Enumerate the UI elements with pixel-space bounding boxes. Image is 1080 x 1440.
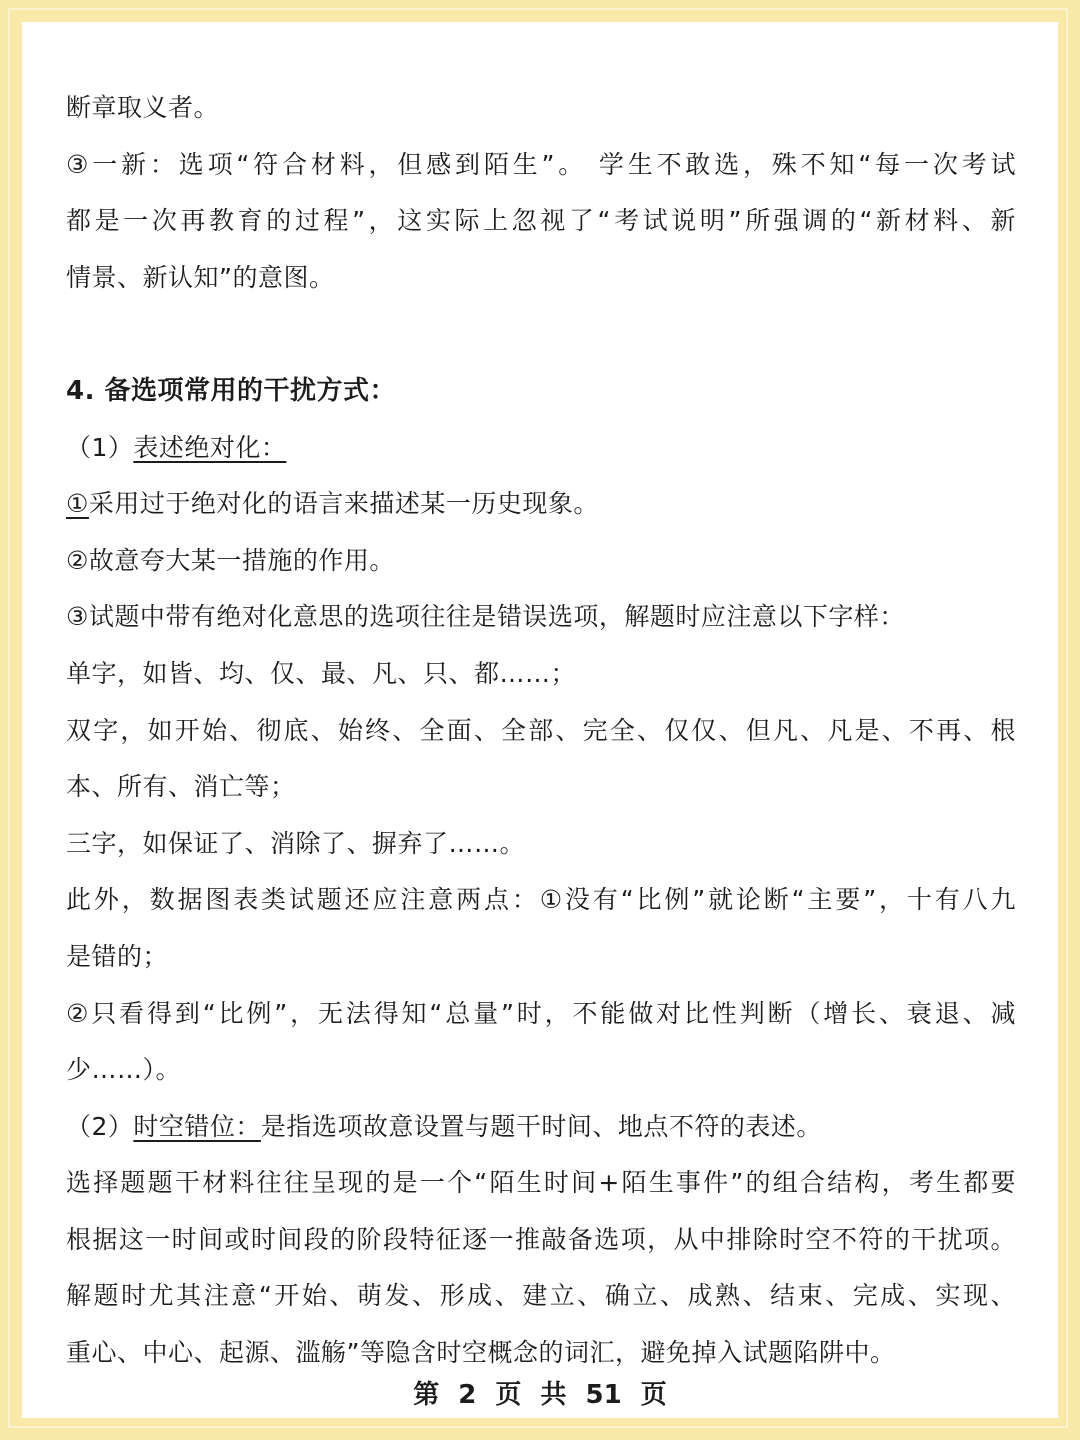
- text-line: 是错的；: [66, 941, 169, 971]
- text-line: ②故意夸大某一措施的作用。: [66, 545, 395, 575]
- text-line: 解题时尤其注意“开始、萌发、形成、建立、确立、成熟、结束、完成、实现、: [66, 1281, 1016, 1311]
- subsection-label: 时空错位：: [133, 1111, 261, 1141]
- text-line: 断章取义者。: [66, 93, 220, 122]
- text-line: ③一新：选项“符合材料，但感到陌生”。 学生不敢选，殊不知“每一次考试: [66, 149, 1016, 179]
- text-line: ②只看得到“比例”，无法得知“总量”时，不能做对比性判断（增长、衰退、减: [66, 998, 1016, 1028]
- paragraph-gap: [66, 306, 1016, 363]
- list-marker: ①: [66, 489, 89, 519]
- section-heading: 4. 备选项常用的干扰方式：: [66, 375, 397, 406]
- text-line: 本、所有、消亡等；: [66, 772, 296, 802]
- text-line: 此外，数据图表类试题还应注意两点：①没有“比例”就论断“主要”，十有八九: [66, 885, 1016, 915]
- subsection-number: （2）: [66, 1111, 134, 1141]
- text-line: 重心、中心、起源、滥觞”等隐含时空概念的词汇，避免掉入试题陷阱中。: [66, 1338, 896, 1368]
- document-body: [66, 80, 1016, 1382]
- text-line: 情景、新认知”的意图。: [66, 262, 335, 292]
- text-line: 三字，如保证了、消除了、摒弃了……。: [66, 828, 526, 858]
- list-text: 采用过于绝对化的语言来描述某一历史现象。: [88, 489, 599, 519]
- text-line: 根据这一时间或时间段的阶段特征逐一推敲备选项，从中排除时空不符的干扰项。: [66, 1224, 1016, 1254]
- subsection-number: （1）: [66, 432, 134, 462]
- subsection-label: 表述绝对化：: [133, 432, 287, 462]
- text-line: [66, 476, 1016, 533]
- text-line: 少……）。: [66, 1055, 182, 1085]
- text-line: 都是一次再教育的过程”，这实际上忽视了“考试说明”所强调的“新材料、新: [66, 206, 1016, 236]
- text-line: ③试题中带有绝对化意思的选项往往是错误选项，解题时应注意以下字样：: [66, 602, 905, 632]
- subsection-title-2: [66, 1099, 1016, 1156]
- document-page: [22, 22, 1058, 1418]
- subsection-title-1: [66, 420, 1016, 477]
- text-line: 双字，如开始、彻底、始终、全面、全部、完全、仅仅、但凡、凡是、不再、根: [66, 715, 1016, 745]
- text-line: 单字，如皆、均、仅、最、凡、只、都……；: [66, 658, 577, 688]
- page-number-footer: 第 2 页 共 51 页: [413, 1380, 667, 1410]
- text-line: 选择题题干材料往往呈现的是一个“陌生时间+陌生事件”的组合结构，考生都要: [66, 1168, 1016, 1198]
- subsection-text: 是指选项故意设置与题干时间、地点不符的表述。: [260, 1111, 822, 1141]
